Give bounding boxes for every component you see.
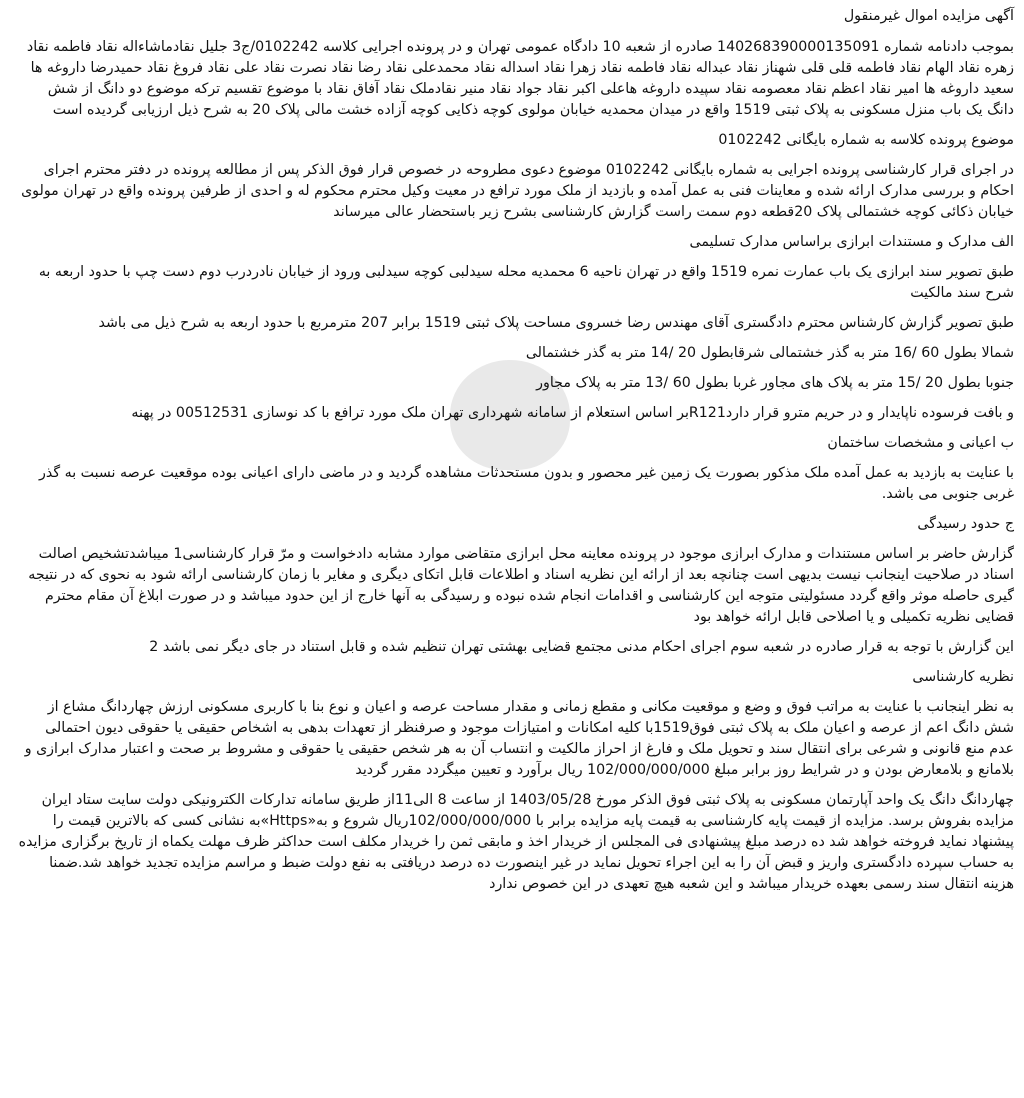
area-paragraph: طبق تصویر گزارش کارشناس محترم دادگستری آقای مهندس رضا خسروی مساحت پلاک ثبتی 1519 برابر 207 مترمربع با حدود اربعه به شرح ذیل می باشد xyxy=(98,315,1014,331)
case-subject-line: موضوع پرونده کلاسه به شماره بایگانی 0102242 xyxy=(718,132,1014,148)
building-paragraph: با عنایت به بازدید به عمل آمده ملک مذکور بصورت یک زمین غیر محصور و بدون مستحدثات مشاهده گردید و در ماضی دارای اعیانی بوده موقعیت عرصه نسبت به گذر غربی جنوبی می باشد. xyxy=(39,465,1014,502)
section-a-heading: الف مدارک و مستندات ابرازی براساس مدارک تسلیمی xyxy=(689,234,1014,250)
auction-terms-paragraph: چهاردانگ دانگ یک واحد آپارتمان مسکونی به پلاک ثبتی فوق الذکر مورخ 1403/05/28 از ساعت 8 الی11از طریق سامانه تدارکات الکترونیکی دولت سایت ستاد ایران مزایده بفروش برسد. مزایده از قیمت پایه کارشناسی به قیمت پایه مزایده برابر با 102/000/000/000ریال شروع و به«Https»به نشانی کسی که بالاترین قیمت را پیشنهاد نماید فروخته خواهد شد ده درصد مبلغ پیشنهادی فی المجلس از خریدار اخذ و مابقی ثمن را خریدار مکلف است حداکثر ظرف مهلت یکماه از تاریخ برگزاری مزایده به حساب سپرده دادگستری واریز و قبض آن را به این اجراء تحویل نماید در غیر اینصورت ده درصد دریافتی به نفع دولت ضبط و مراسم مزایده تجدید خواهد شد.ضمنا هزینه انتقال سند رسمی بعهده خریدار میباشد و این شعبه هیچ تعهدی در این خصوص ندارد xyxy=(18,792,1014,892)
section-b-heading: ب اعیانی و مشخصات ساختمان xyxy=(827,435,1014,451)
boundaries-north-east: شمالا بطول 60 /16 متر به گذر خشتمالی شرقابطول 20 /14 متر به گذر خشتمالی xyxy=(525,345,1014,361)
scope-paragraph: گزارش حاضر بر اساس مستندات و مدارک ابرازی موجود در پرونده معاینه محل ابرازی متقاضی موارد مشابه دادخواست و مرّ قرار کارشناسی1 میباشدتشخیص اصالت اسناد در صلاحیت اینجانب نیست بدیهی است چنانچه بعد از ارائه این نظریه اسناد و اطلاعات قابل اتکای دیگری و مغایر با زمان کارشناسی ارائه شود به نحوی که در نتیجه گیری حاصله موثر واقع گردد مسئولیتی متوجه این کارشناسی و اقدامات انجام شده نبوده و رسیدگی به آنها خارج از این حدود میباشد و در صورت ابلاغ آن مقام محترم قضایی نظریه تکمیلی و یا اصلاحی قابل ارائه خواهد بود xyxy=(28,546,1014,625)
notice-title: آگهی مزایده اموال غیرمنقول xyxy=(843,8,1014,24)
intro-paragraph: بموجب دادنامه شماره 140268390000135091 صادره از شعبه 10 دادگاه عمومی تهران و در پرونده اجرایی کلاسه 0102242/ج3 جلیل نقادماشاءاله نقاد فاطمه نقاد زهره نقاد الهام نقاد فاطمه قلی قلی شهناز نقاد عبداله نقاد فاطمه نقاد زهرا نقاد اسداله نقاد محمدعلی نقاد رضا نقاد نصرت نقاد علی نقاد فروغ نقاد حمیدرضا داروغه ها سعید داروغه ها امیر نقاد اعظم نقاد معصومه نقاد سپیده داروغه هاعلی اکبر نقاد جواد نقاد منیر نقادملک نقاد آفاق نقاد با موضوع تقسیم ترکه موضوع دو دانگ از شش دانگ یک باب منزل مسکونی به پلاک ثبتی 1519 واقع در میدان محمدیه خیابان مولوی کوچه ذکایی کوچه آزاده خشت مالی پلاک 20 به شرح ذیل ارزیابی گردیده است xyxy=(26,39,1014,118)
valuation-paragraph: به نظر اینجانب با عنایت به مراتب فوق و وضع و موقعیت مکانی و مقطع زمانی و مقدار مساحت عرصه و اعیان و نوع بنا با کاربری مسکونی ارزش چهاردانگ مشاع از شش دانگ اعم از عرصه و اعیان ملک به پلاک ثبتی فوق1519با کلیه امکانات و امتیازات موجود و صرفنظر از تعهدات بدهی به اشخاص حقیقی یا حقوقی دیون احتمالی عدم منع قانونی و شرعی برای انتقال سند و تحویل ملک و فارغ از احراز مالکیت و انتساب آن به هر شخص حقیقی یا حقوقی و مشروط بر صحت و اعتبار مدارک ابرازی و بلامانع و بلامعارض بودن و در شرایط روز برابر مبلغ 102/000/000/000 ریال برآورد و تعیین میگردد مقرر گردید xyxy=(24,699,1014,778)
report-validity-paragraph: این گزارش با توجه به قرار صادره در شعبه سوم اجرای احکام مدنی مجتمع قضایی بهشتی تهران تنظیم شده و قابل استناد در جای دیگر نمی باشد 2 xyxy=(149,639,1014,655)
expert-opinion-heading: نظریه کارشناسی xyxy=(912,669,1014,685)
zoning-paragraph: و بافت فرسوده ناپایدار و در حریم مترو قرار داردR121بر اساس استعلام از سامانه شهرداری تهران ملک مورد ترافع با کد نوسازی 00512531 در پهنه xyxy=(131,405,1014,421)
boundaries-south-west: جنوبا بطول 20 /15 متر به پلاک های مجاور غربا بطول 60 /13 متر به پلاک مجاور xyxy=(536,375,1014,391)
section-c-heading: ج حدود رسیدگی xyxy=(917,516,1014,532)
deed-paragraph: طبق تصویر سند ابرازی یک باب عمارت نمره 1519 واقع در تهران ناحیه 6 محمدیه محله سیدلبی کوچه سیدلبی ورود از خیابان نادردرب دوم دست چپ با حدود اربعه به شرح سند مالکیت xyxy=(38,264,1014,301)
expert-intro-paragraph: در اجرای قرار کارشناسی پرونده اجرایی به شماره بایگانی 0102242 موضوع دعوی مطروحه در خصوص قرار فوق الذکر پس از مطالعه پرونده در دفتر محترم اجرای احکام و بررسی مدارک ارائه شده و معاینات فنی به عمل آمده و بازدید از ملک مورد ترافع در معیت وکیل محترم محکوم له و احدی از طرفین پرونده واقع در تهران مولوی خیابان ذکائی کوچه خشتمالی پلاک 20قطعه دوم سمت راست گزارش کارشناسی بشرح زیر باستحضار عالی میرساند xyxy=(21,162,1014,220)
